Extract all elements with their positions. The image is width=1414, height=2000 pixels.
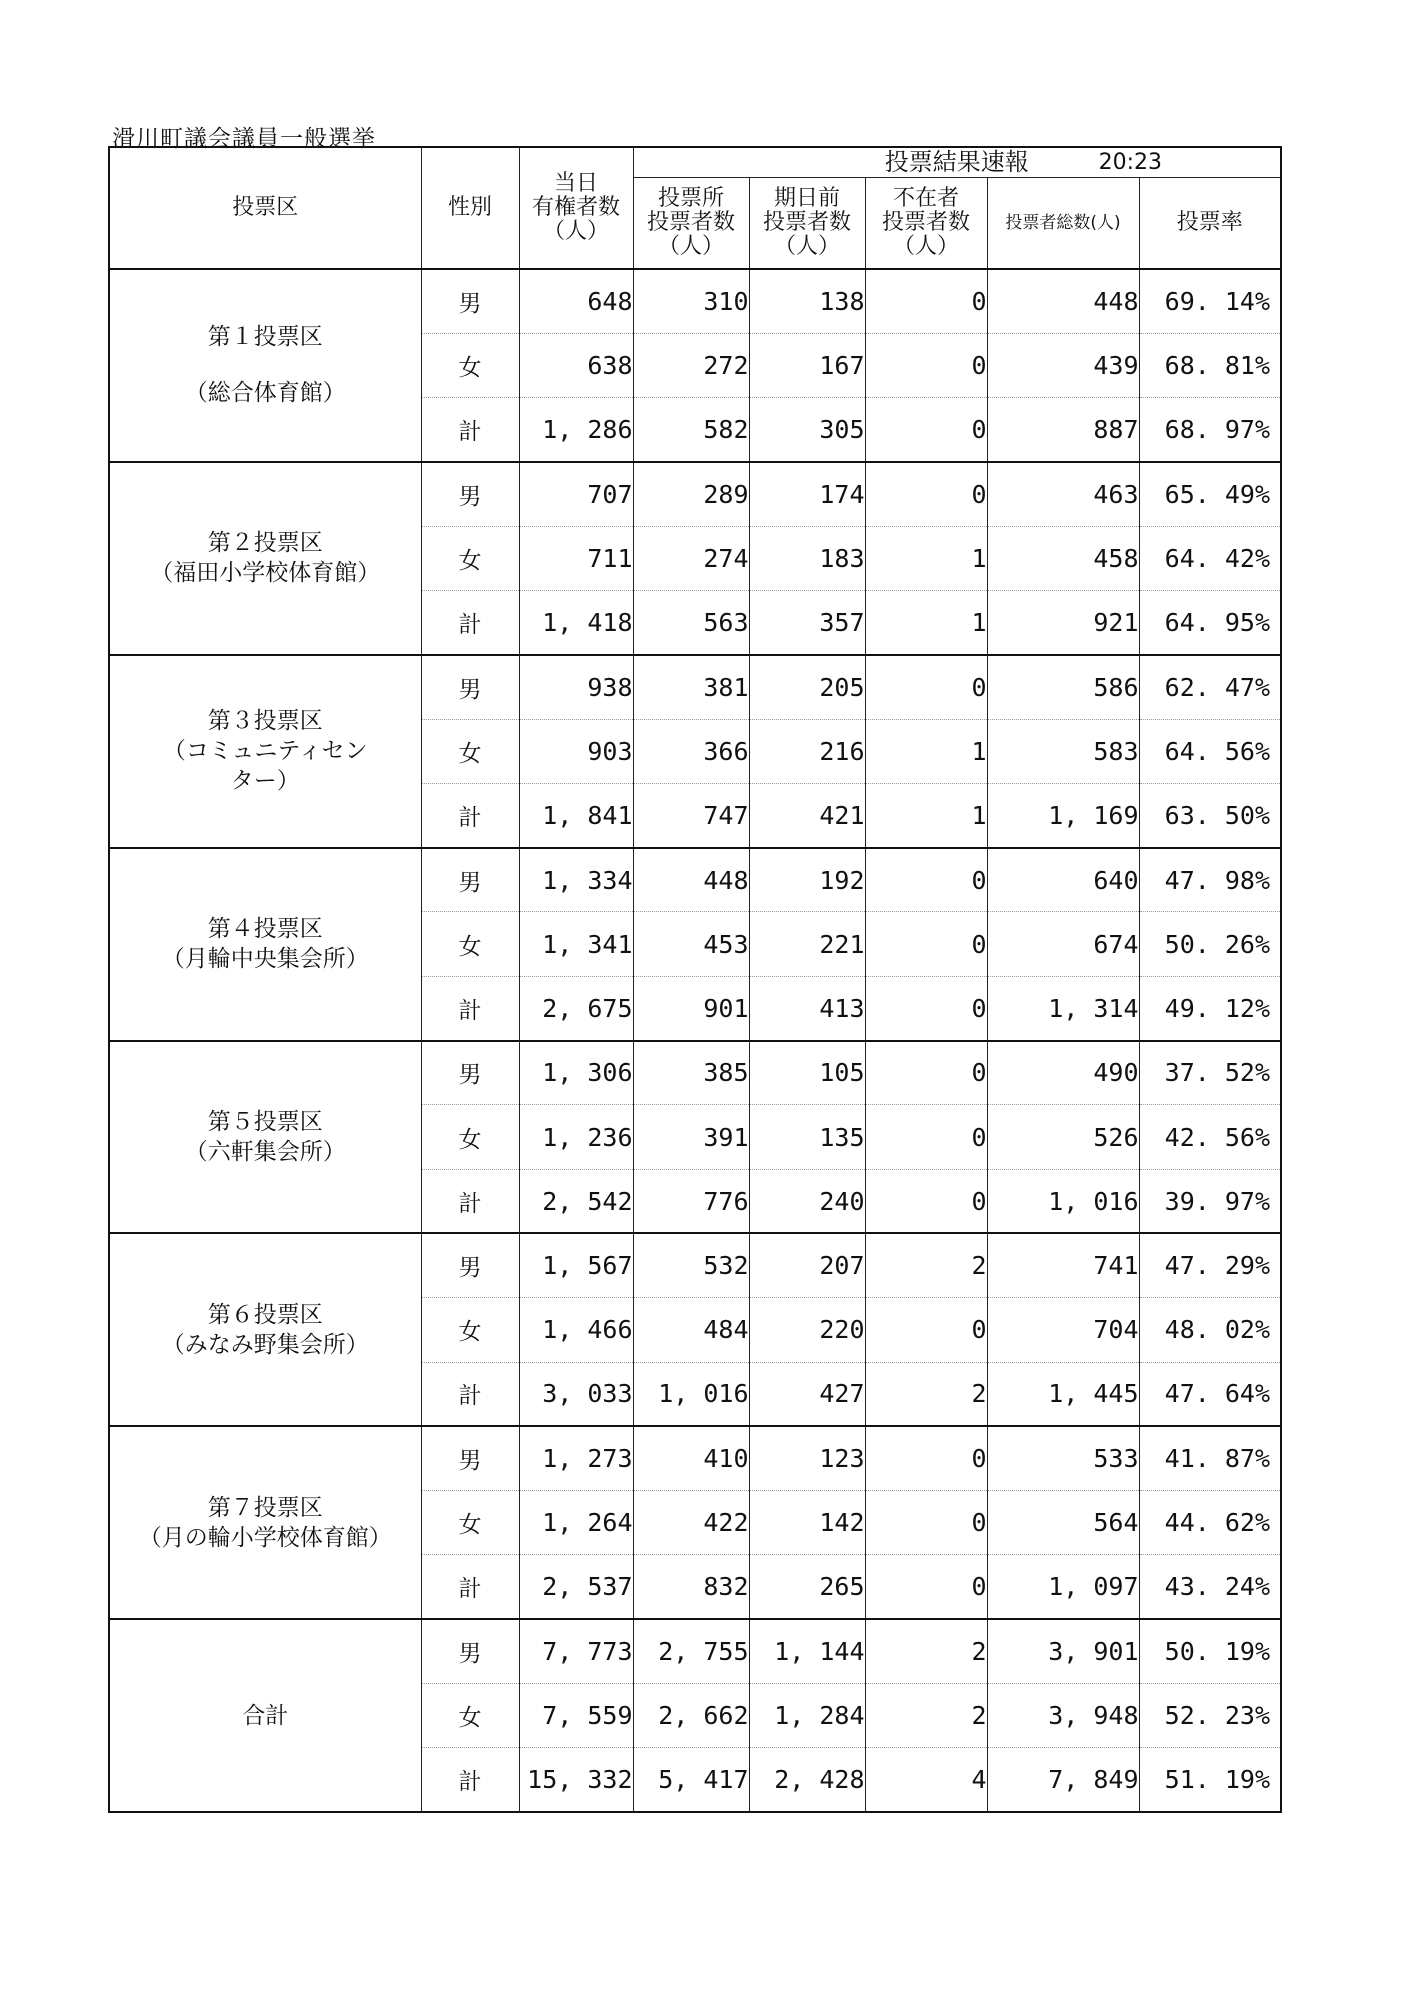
station-cell: 747 bbox=[633, 783, 749, 847]
header-absentee bbox=[865, 177, 987, 269]
total-cell: 1, 169 bbox=[987, 783, 1139, 847]
total-cell: 887 bbox=[987, 398, 1139, 462]
district-name-line: 第６投票区 bbox=[207, 1301, 323, 1328]
district-name bbox=[109, 1426, 421, 1619]
absentee-cell: 0 bbox=[865, 1105, 987, 1169]
absentee-cell: 1 bbox=[865, 526, 987, 590]
rate-cell: 64. 95% bbox=[1139, 590, 1281, 654]
table-row bbox=[109, 1426, 1281, 1490]
header-turnout: 投票率 bbox=[1139, 177, 1281, 269]
absentee-cell: 0 bbox=[865, 976, 987, 1040]
rate-cell: 64. 56% bbox=[1139, 719, 1281, 783]
gender-cell: 女 bbox=[421, 526, 519, 590]
rate-cell: 44. 62% bbox=[1139, 1491, 1281, 1555]
header-early-voting bbox=[749, 177, 865, 269]
total-cell: 741 bbox=[987, 1233, 1139, 1297]
station-cell: 448 bbox=[633, 848, 749, 912]
gender-cell: 女 bbox=[421, 912, 519, 976]
early-cell: 138 bbox=[749, 269, 865, 333]
absentee-cell: 4 bbox=[865, 1748, 987, 1812]
header-eligible bbox=[519, 147, 633, 269]
flash-title: 投票結果速報 bbox=[884, 148, 1029, 177]
table-row bbox=[109, 848, 1281, 912]
rate-cell: 68. 81% bbox=[1139, 333, 1281, 397]
gender-cell: 女 bbox=[421, 333, 519, 397]
gender-cell: 男 bbox=[421, 1426, 519, 1490]
early-cell: 421 bbox=[749, 783, 865, 847]
early-cell: 427 bbox=[749, 1362, 865, 1426]
eligible-cell: 7, 773 bbox=[519, 1619, 633, 1683]
district-name-line: 第３投票区 bbox=[207, 708, 323, 735]
station-cell: 5, 417 bbox=[633, 1748, 749, 1812]
gender-cell: 男 bbox=[421, 1041, 519, 1105]
total-cell: 526 bbox=[987, 1105, 1139, 1169]
eligible-cell: 15, 332 bbox=[519, 1748, 633, 1812]
station-cell: 901 bbox=[633, 976, 749, 1040]
station-cell: 484 bbox=[633, 1298, 749, 1362]
header-line: 投票所 bbox=[657, 185, 724, 211]
early-cell: 142 bbox=[749, 1491, 865, 1555]
header-line: （人） bbox=[892, 233, 959, 259]
early-cell: 174 bbox=[749, 462, 865, 526]
header-line: 期日前 bbox=[773, 185, 840, 211]
rate-cell: 48. 02% bbox=[1139, 1298, 1281, 1362]
eligible-cell: 1, 273 bbox=[519, 1426, 633, 1490]
eligible-cell: 1, 418 bbox=[519, 590, 633, 654]
station-cell: 563 bbox=[633, 590, 749, 654]
total-cell: 921 bbox=[987, 590, 1139, 654]
district-name-line: 第２投票区 bbox=[207, 530, 323, 557]
district-name-line: 第５投票区 bbox=[207, 1109, 323, 1135]
rate-cell: 50. 19% bbox=[1139, 1619, 1281, 1683]
early-cell: 183 bbox=[749, 526, 865, 590]
station-cell: 310 bbox=[633, 269, 749, 333]
gender-cell: 計 bbox=[421, 1169, 519, 1233]
early-cell: 2, 428 bbox=[749, 1748, 865, 1812]
gender-cell: 女 bbox=[421, 1105, 519, 1169]
eligible-cell: 638 bbox=[519, 333, 633, 397]
rate-cell: 51. 19% bbox=[1139, 1748, 1281, 1812]
table-header bbox=[109, 147, 1281, 269]
district-name-line: （月輪中央集会所） bbox=[161, 946, 369, 973]
gender-cell: 計 bbox=[421, 1555, 519, 1619]
rate-cell: 47. 29% bbox=[1139, 1233, 1281, 1297]
gender-cell: 男 bbox=[421, 655, 519, 719]
total-cell: 3, 948 bbox=[987, 1684, 1139, 1748]
total-cell: 704 bbox=[987, 1298, 1139, 1362]
eligible-cell: 707 bbox=[519, 462, 633, 526]
eligible-cell: 2, 675 bbox=[519, 976, 633, 1040]
gender-cell: 計 bbox=[421, 1748, 519, 1812]
district-name-line: ター） bbox=[230, 768, 300, 795]
absentee-cell: 2 bbox=[865, 1619, 987, 1683]
district-name bbox=[109, 462, 421, 655]
rate-cell: 50. 26% bbox=[1139, 912, 1281, 976]
results-table bbox=[108, 146, 1282, 1813]
rate-cell: 52. 23% bbox=[1139, 1684, 1281, 1748]
rate-cell: 37. 52% bbox=[1139, 1041, 1281, 1105]
total-cell: 586 bbox=[987, 655, 1139, 719]
rate-cell: 63. 50% bbox=[1139, 783, 1281, 847]
eligible-cell: 1, 567 bbox=[519, 1233, 633, 1297]
header-eligible-line: （人） bbox=[542, 219, 609, 244]
eligible-cell: 648 bbox=[519, 269, 633, 333]
early-cell: 1, 284 bbox=[749, 1684, 865, 1748]
absentee-cell: 1 bbox=[865, 719, 987, 783]
district-name-line: （六軒集会所） bbox=[184, 1139, 346, 1165]
header-total-voters: 投票者総数(人) bbox=[987, 177, 1139, 269]
table-row bbox=[109, 1619, 1281, 1683]
rate-cell: 47. 98% bbox=[1139, 848, 1281, 912]
header-polling-station bbox=[633, 177, 749, 269]
eligible-cell: 1, 334 bbox=[519, 848, 633, 912]
eligible-cell: 1, 286 bbox=[519, 398, 633, 462]
eligible-cell: 1, 306 bbox=[519, 1041, 633, 1105]
absentee-cell: 2 bbox=[865, 1233, 987, 1297]
station-cell: 2, 755 bbox=[633, 1619, 749, 1683]
station-cell: 366 bbox=[633, 719, 749, 783]
station-cell: 582 bbox=[633, 398, 749, 462]
station-cell: 832 bbox=[633, 1555, 749, 1619]
header-eligible-line: 当日 bbox=[553, 171, 598, 196]
rate-cell: 47. 64% bbox=[1139, 1362, 1281, 1426]
station-cell: 391 bbox=[633, 1105, 749, 1169]
district-name-line: （総合体育館） bbox=[184, 380, 346, 407]
rate-cell: 65. 49% bbox=[1139, 462, 1281, 526]
gender-cell: 計 bbox=[421, 783, 519, 847]
early-cell: 192 bbox=[749, 848, 865, 912]
absentee-cell: 0 bbox=[865, 333, 987, 397]
district-name-line: （福田小学校体育館） bbox=[150, 560, 381, 587]
gender-cell: 男 bbox=[421, 269, 519, 333]
station-cell: 453 bbox=[633, 912, 749, 976]
eligible-cell: 2, 537 bbox=[519, 1555, 633, 1619]
gender-cell: 女 bbox=[421, 1491, 519, 1555]
absentee-cell: 0 bbox=[865, 1298, 987, 1362]
early-cell: 265 bbox=[749, 1555, 865, 1619]
early-cell: 105 bbox=[749, 1041, 865, 1105]
eligible-cell: 7, 559 bbox=[519, 1684, 633, 1748]
rate-cell: 49. 12% bbox=[1139, 976, 1281, 1040]
gender-cell: 女 bbox=[421, 1684, 519, 1748]
district-name-line: 第４投票区 bbox=[207, 916, 323, 943]
district-name bbox=[109, 1041, 421, 1234]
header-district: 投票区 bbox=[109, 147, 421, 269]
rate-cell: 64. 42% bbox=[1139, 526, 1281, 590]
header-line: （人） bbox=[773, 233, 840, 259]
district-name-line: 第１投票区 bbox=[207, 324, 323, 351]
eligible-cell: 1, 264 bbox=[519, 1491, 633, 1555]
district-name-line: （コミュニティセン bbox=[162, 738, 368, 765]
eligible-cell: 903 bbox=[519, 719, 633, 783]
total-cell: 439 bbox=[987, 333, 1139, 397]
table-row bbox=[109, 1233, 1281, 1297]
header-line: 投票者数 bbox=[881, 209, 970, 235]
total-cell: 7, 849 bbox=[987, 1748, 1139, 1812]
rate-cell: 62. 47% bbox=[1139, 655, 1281, 719]
absentee-cell: 0 bbox=[865, 398, 987, 462]
total-cell: 1, 097 bbox=[987, 1555, 1139, 1619]
eligible-cell: 1, 341 bbox=[519, 912, 633, 976]
early-cell: 1, 144 bbox=[749, 1619, 865, 1683]
early-cell: 221 bbox=[749, 912, 865, 976]
total-cell: 458 bbox=[987, 526, 1139, 590]
station-cell: 1, 016 bbox=[633, 1362, 749, 1426]
early-cell: 240 bbox=[749, 1169, 865, 1233]
document-title: 滑川町議会議員一般選挙 bbox=[112, 126, 376, 152]
station-cell: 532 bbox=[633, 1233, 749, 1297]
absentee-cell: 0 bbox=[865, 912, 987, 976]
table-body bbox=[109, 269, 1281, 1812]
rate-cell: 41. 87% bbox=[1139, 1426, 1281, 1490]
gender-cell: 計 bbox=[421, 976, 519, 1040]
rate-cell: 69. 14% bbox=[1139, 269, 1281, 333]
station-cell: 2, 662 bbox=[633, 1684, 749, 1748]
early-cell: 357 bbox=[749, 590, 865, 654]
early-cell: 207 bbox=[749, 1233, 865, 1297]
station-cell: 272 bbox=[633, 333, 749, 397]
absentee-cell: 0 bbox=[865, 462, 987, 526]
absentee-cell: 2 bbox=[865, 1684, 987, 1748]
absentee-cell: 1 bbox=[865, 783, 987, 847]
report-time: 20:23 bbox=[1098, 150, 1163, 175]
total-cell: 463 bbox=[987, 462, 1139, 526]
absentee-cell: 0 bbox=[865, 1555, 987, 1619]
eligible-cell: 2, 542 bbox=[519, 1169, 633, 1233]
station-cell: 410 bbox=[633, 1426, 749, 1490]
eligible-cell: 1, 466 bbox=[519, 1298, 633, 1362]
total-cell: 1, 016 bbox=[987, 1169, 1139, 1233]
early-cell: 305 bbox=[749, 398, 865, 462]
station-cell: 422 bbox=[633, 1491, 749, 1555]
station-cell: 274 bbox=[633, 526, 749, 590]
header-line: 投票者数 bbox=[762, 209, 851, 235]
total-cell: 583 bbox=[987, 719, 1139, 783]
gender-cell: 女 bbox=[421, 719, 519, 783]
total-cell: 3, 901 bbox=[987, 1619, 1139, 1683]
gender-cell: 計 bbox=[421, 590, 519, 654]
absentee-cell: 0 bbox=[865, 1169, 987, 1233]
header-eligible-line: 有権者数 bbox=[531, 195, 620, 220]
absentee-cell: 0 bbox=[865, 1491, 987, 1555]
absentee-cell: 1 bbox=[865, 590, 987, 654]
early-cell: 123 bbox=[749, 1426, 865, 1490]
gender-cell: 男 bbox=[421, 1233, 519, 1297]
total-cell: 1, 445 bbox=[987, 1362, 1139, 1426]
district-name bbox=[109, 1619, 421, 1812]
total-cell: 564 bbox=[987, 1491, 1139, 1555]
total-cell: 674 bbox=[987, 912, 1139, 976]
absentee-cell: 0 bbox=[865, 1041, 987, 1105]
district-name bbox=[109, 848, 421, 1041]
table-row bbox=[109, 655, 1281, 719]
early-cell: 135 bbox=[749, 1105, 865, 1169]
header-gender: 性別 bbox=[421, 147, 519, 269]
rate-cell: 42. 56% bbox=[1139, 1105, 1281, 1169]
header-line: 不在者 bbox=[892, 185, 959, 211]
district-name bbox=[109, 269, 421, 462]
header-line: 投票者数 bbox=[646, 209, 735, 235]
absentee-cell: 0 bbox=[865, 655, 987, 719]
total-cell: 1, 314 bbox=[987, 976, 1139, 1040]
rate-cell: 43. 24% bbox=[1139, 1555, 1281, 1619]
gender-cell: 男 bbox=[421, 848, 519, 912]
early-cell: 220 bbox=[749, 1298, 865, 1362]
rate-cell: 68. 97% bbox=[1139, 398, 1281, 462]
district-name-line: 第７投票区 bbox=[207, 1494, 323, 1521]
eligible-cell: 3, 033 bbox=[519, 1362, 633, 1426]
early-cell: 413 bbox=[749, 976, 865, 1040]
eligible-cell: 938 bbox=[519, 655, 633, 719]
district-name-line: 合計 bbox=[242, 1702, 289, 1729]
table-row bbox=[109, 462, 1281, 526]
early-cell: 167 bbox=[749, 333, 865, 397]
eligible-cell: 1, 236 bbox=[519, 1105, 633, 1169]
total-cell: 640 bbox=[987, 848, 1139, 912]
district-name-spacer bbox=[110, 352, 421, 378]
gender-cell: 男 bbox=[421, 462, 519, 526]
header-flash-report bbox=[633, 147, 1281, 177]
header-line: （人） bbox=[657, 233, 724, 259]
absentee-cell: 0 bbox=[865, 1426, 987, 1490]
table-row bbox=[109, 1041, 1281, 1105]
total-cell: 448 bbox=[987, 269, 1139, 333]
gender-cell: 男 bbox=[421, 1619, 519, 1683]
station-cell: 289 bbox=[633, 462, 749, 526]
rate-cell: 39. 97% bbox=[1139, 1169, 1281, 1233]
district-name-line: （みなみ野集会所） bbox=[161, 1331, 369, 1358]
gender-cell: 計 bbox=[421, 398, 519, 462]
station-cell: 381 bbox=[633, 655, 749, 719]
absentee-cell: 2 bbox=[865, 1362, 987, 1426]
eligible-cell: 1, 841 bbox=[519, 783, 633, 847]
table-row bbox=[109, 269, 1281, 333]
district-name-line: （月の輪小学校体育館） bbox=[138, 1524, 392, 1551]
early-cell: 205 bbox=[749, 655, 865, 719]
total-cell: 533 bbox=[987, 1426, 1139, 1490]
gender-cell: 女 bbox=[421, 1298, 519, 1362]
district-name bbox=[109, 655, 421, 848]
gender-cell: 計 bbox=[421, 1362, 519, 1426]
district-name bbox=[109, 1233, 421, 1426]
total-cell: 490 bbox=[987, 1041, 1139, 1105]
absentee-cell: 0 bbox=[865, 269, 987, 333]
eligible-cell: 711 bbox=[519, 526, 633, 590]
absentee-cell: 0 bbox=[865, 848, 987, 912]
station-cell: 776 bbox=[633, 1169, 749, 1233]
station-cell: 385 bbox=[633, 1041, 749, 1105]
early-cell: 216 bbox=[749, 719, 865, 783]
